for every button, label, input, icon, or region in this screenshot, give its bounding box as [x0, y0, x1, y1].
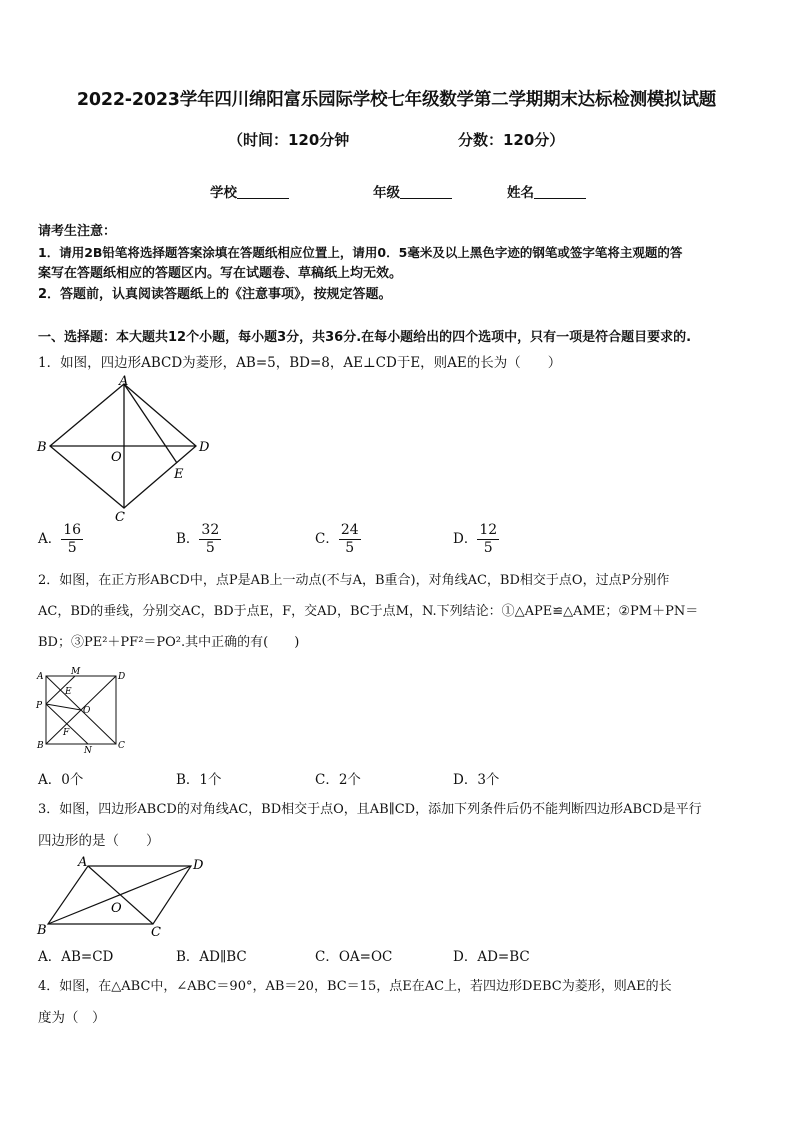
q3-option-a[interactable]: A．AB=CD	[38, 949, 114, 965]
school-blank	[237, 184, 289, 199]
q3-quadrilateral-figure	[33, 854, 213, 940]
q2-line2: AC，BD的垂线，分别交AC，BD于点E，F，交AD，BC于点M，N.下列结论：①△APE≌△AME；②PM＋PN＝	[38, 604, 699, 619]
q2-square-figure	[33, 664, 133, 756]
q2-label-e: E	[65, 687, 72, 697]
notice-line2: 2．答题前，认真阅读答题纸上的《注意事项》，按规定答题。	[38, 287, 392, 302]
q1-text: 1．如图，四边形ABCD为菱形，AB=5，BD=8，AE⊥CD于E，则AE的长为（ ）	[38, 355, 562, 371]
q1-option-a-den: 5	[67, 540, 77, 556]
q1-option-c-den: 5	[345, 540, 355, 556]
q1-option-d[interactable]	[453, 522, 499, 557]
school-field	[210, 181, 289, 201]
q4-line1: 4．如图，在△ABC中，∠ABC＝90°，AB＝20，BC＝15，点E在AC上，若四边形DEBC为菱形，则AE的长	[38, 979, 672, 994]
q2-label-p: P	[36, 701, 43, 711]
q1-option-a-fraction	[61, 522, 83, 557]
page-title: 2022-2023学年四川绵阳富乐园际学校七年级数学第二学期期末达标检测模拟试题	[76, 90, 717, 110]
q1-label-o: O	[111, 450, 122, 465]
q2-option-c[interactable]: C．2个	[315, 772, 361, 788]
q3-option-d[interactable]: D．AD=BC	[453, 949, 530, 965]
notice-line1a: 1．请用2B铅笔将选择题答案涂填在答题纸相应位置上，请用0．5毫米及以上黑色字迹的钢笔或签字笔将主观题的答	[38, 245, 683, 260]
name-field	[507, 181, 586, 201]
notice-heading: 请考生注意：	[38, 224, 117, 239]
q2-label-a: A	[37, 672, 44, 682]
exam-time: （时间：120分钟	[228, 131, 350, 149]
grade-blank	[400, 184, 452, 199]
q1-label-e: E	[174, 467, 184, 482]
notice-block	[38, 221, 758, 305]
notice-line1b: 案写在答题纸相应的答题区内。写在试题卷、草稿纸上均无效。	[38, 266, 403, 281]
q1-option-b-fraction	[199, 522, 221, 557]
q1-option-b-den: 5	[205, 540, 215, 556]
q1-option-c[interactable]	[315, 522, 361, 557]
q2-label-d: D	[118, 672, 126, 682]
q3-label-a: A	[78, 855, 88, 870]
q2-label-b: B	[37, 741, 44, 751]
q1-option-c-fraction	[339, 522, 361, 557]
q1-option-d-num: 12	[479, 522, 498, 538]
q3-label-b: B	[37, 923, 47, 938]
q1-label-d: D	[199, 440, 210, 455]
q1-option-d-den: 5	[483, 540, 493, 556]
q1-option-a-num: 16	[63, 522, 82, 538]
q3-line2: 四边形的是（ ）	[38, 833, 160, 849]
q3-line1: 3．如图，四边形ABCD的对角线AC，BD相交于点O，且AB∥CD，添加下列条件后仍不能判断四边形ABCD是平行	[38, 802, 702, 817]
q2-line1: 2．如图，在正方形ABCD中，点P是AB上一动点(不与A，B重合)，对角线AC，BD相交于点O，过点P分别作	[38, 573, 670, 588]
q1-option-c-letter: C．	[315, 531, 339, 547]
q3-label-d: D	[193, 858, 204, 873]
q2-option-d[interactable]: D．3个	[453, 772, 500, 788]
q1-option-b-num: 32	[201, 522, 220, 538]
q2-option-b[interactable]: B．1个	[176, 772, 222, 788]
name-label: 姓名	[507, 185, 534, 201]
q2-option-a[interactable]: A．0个	[38, 772, 84, 788]
name-blank	[534, 184, 586, 199]
q2-label-f: F	[63, 728, 70, 738]
q2-label-c: C	[118, 741, 125, 751]
grade-field	[373, 181, 452, 201]
school-label: 学校	[210, 185, 237, 201]
q3-label-c: C	[151, 925, 161, 940]
q3-option-c[interactable]: C．OA=OC	[315, 949, 393, 965]
q2-line3: BD；③PE²＋PF²＝PO².其中正确的有( )	[38, 635, 300, 650]
grade-label: 年级	[373, 185, 400, 201]
q1-label-c: C	[115, 510, 125, 524]
q2-label-m: M	[71, 667, 81, 677]
q1-rhombus-figure	[30, 372, 220, 524]
q1-option-d-letter: D．	[453, 531, 478, 547]
q3-label-o: O	[111, 901, 122, 916]
q1-label-a: A	[119, 374, 129, 389]
q1-option-b[interactable]	[176, 522, 221, 557]
q2-label-n: N	[84, 746, 92, 756]
q1-option-a[interactable]	[38, 522, 83, 557]
q1-label-b: B	[37, 440, 47, 455]
q2-label-o: O	[83, 706, 91, 716]
exam-score: 分数：120分）	[458, 131, 565, 149]
q1-option-c-num: 24	[340, 522, 359, 538]
q4-line2: 度为（ ）	[38, 1010, 106, 1026]
q1-option-a-letter: A．	[38, 531, 62, 547]
q3-option-b[interactable]: B．AD∥BC	[176, 949, 247, 965]
q1-option-d-fraction	[477, 522, 499, 557]
section1-heading: 一、选择题：本大题共12个小题，每小题3分，共36分.在每小题给出的四个选项中，只有一项是符合题目要求的.	[38, 330, 692, 345]
q1-option-b-letter: B．	[176, 531, 200, 547]
